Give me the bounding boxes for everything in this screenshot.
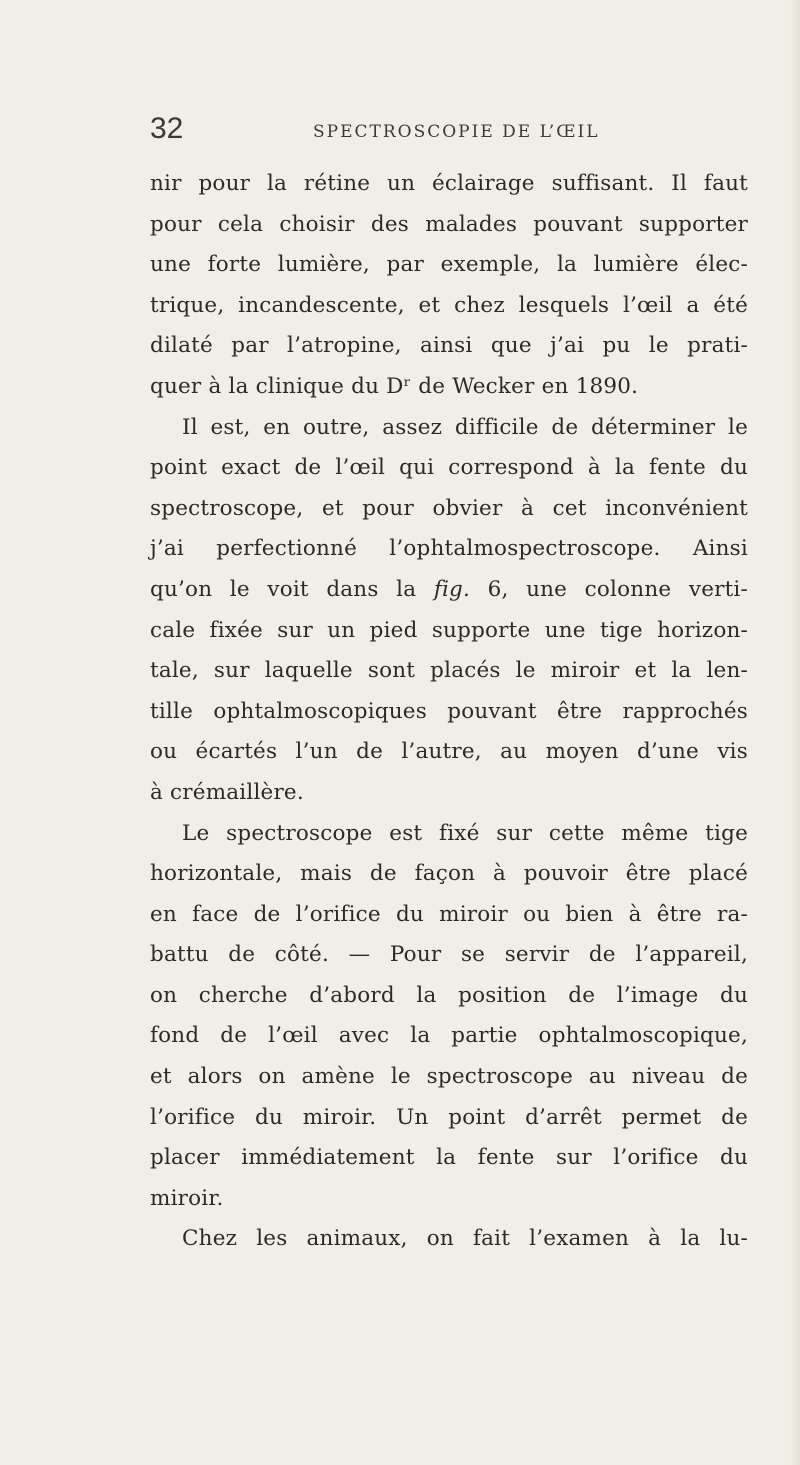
- text-line: miroir.: [150, 1185, 224, 1211]
- page-header: [150, 112, 750, 152]
- page-edge: [790, 0, 800, 1465]
- figure-reference: fig.: [433, 576, 471, 602]
- text-line: trique, incandescente, et chez lesquels l’œil a été: [150, 292, 748, 318]
- text-line: tille ophtalmoscopiques pouvant être rapprochés: [150, 698, 748, 724]
- text-line: nir pour la rétine un éclairage suffisant. Il faut: [150, 171, 748, 196]
- text-line: tale, sur laquelle sont placés le miroir et la len-: [150, 658, 748, 684]
- text-line: Il est, en outre, assez difficile de déterminer le: [182, 414, 748, 440]
- text-line: ou écartés l’un de l’autre, au moyen d’une vis: [150, 739, 748, 765]
- text-line: on cherche d’abord la position de l’image du: [150, 982, 748, 1008]
- text-line: fond de l’œil avec la partie ophtalmoscopique,: [150, 1023, 748, 1049]
- text-line: pour cela choisir des malades pouvant supporter: [150, 211, 748, 237]
- text-line: quer à la clinique du Dʳ de Wecker en 1890.: [150, 373, 639, 399]
- text-fragment: qu’on le voit dans la: [150, 576, 417, 602]
- text-line: l’orifice du miroir. Un point d’arrêt permet de: [150, 1104, 748, 1130]
- text-line: Chez les animaux, on fait l’examen à la lu-: [182, 1226, 748, 1252]
- text-line: point exact de l’œil qui correspond à la fente du: [150, 455, 748, 481]
- body-text: [150, 164, 748, 1260]
- text-line: cale fixée sur un pied supporte une tige horizon-: [150, 617, 748, 643]
- running-title: SPECTROSCOPIE DE L’ŒIL: [313, 122, 600, 142]
- page-number: 32: [150, 112, 184, 145]
- text-line-with-figure-ref: [150, 570, 748, 611]
- text-line: spectroscope, et pour obvier à cet inconvénient: [150, 495, 748, 521]
- text-line: à crémaillère.: [150, 779, 304, 805]
- text-line: Le spectroscope est fixé sur cette même tige: [182, 820, 748, 846]
- text-line: placer immédiatement la fente sur l’orifice du: [150, 1145, 748, 1171]
- text-line: en face de l’orifice du miroir ou bien à être ra-: [150, 901, 748, 927]
- text-fragment: 6, une colonne verti-: [470, 576, 748, 602]
- text-line: et alors on amène le spectroscope au niveau de: [150, 1064, 748, 1090]
- text-line: battu de côté. — Pour se servir de l’appareil,: [150, 942, 748, 968]
- text-line: horizontale, mais de façon à pouvoir être placé: [150, 861, 748, 887]
- text-line: une forte lumière, par exemple, la lumière élec-: [150, 252, 748, 278]
- text-line: j’ai perfectionné l’ophtalmospectroscope. Ainsi: [150, 536, 748, 562]
- text-line: dilaté par l’atropine, ainsi que j’ai pu le prati-: [150, 333, 748, 359]
